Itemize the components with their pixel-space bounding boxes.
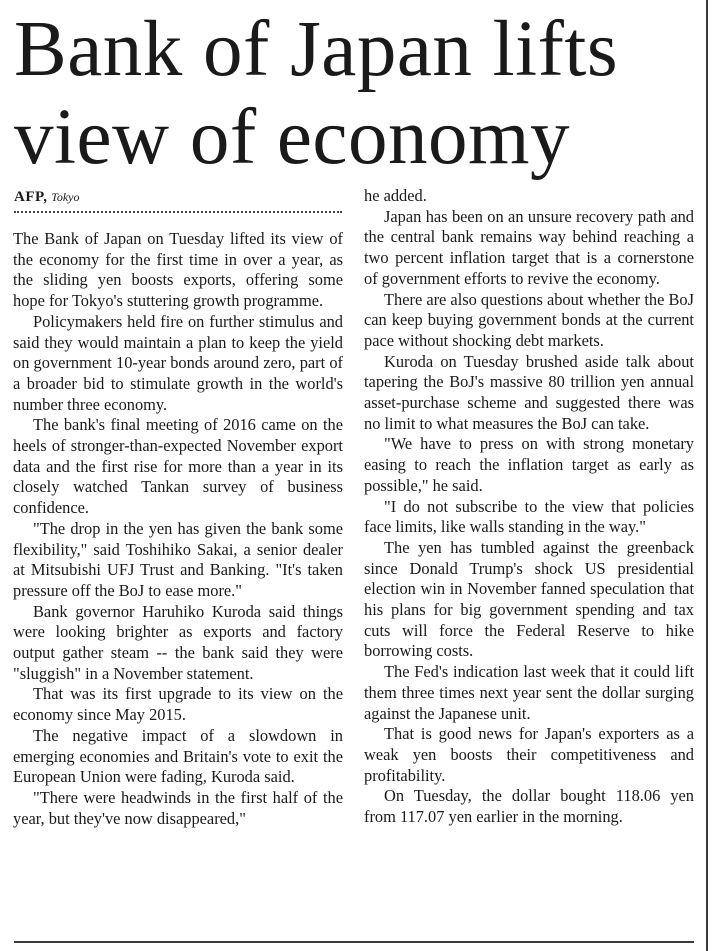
paragraph: The negative impact of a slowdown in emerging economies and Britain's vote to exit the European Union were fading, Kuroda said. (13, 725, 343, 787)
paragraph: Policymakers held fire on further stimulus and said they would maintain a plan to keep the yield on government 10-year bonds around zero, part of a broader bid to stimulate growth in the world's number three economy. (13, 311, 343, 414)
paragraph: That is good news for Japan's exporters as a weak yen boosts their competitiveness and profitability. (364, 724, 694, 785)
paragraph: Japan has been on an unsure recovery path and the central bank remains way behind reaching a two percent inflation target that is a cornerstone of government efforts to revive the economy. (364, 206, 694, 288)
paragraph: Bank governor Haruhiko Kuroda said things were looking brighter as exports and factory output gather steam -- the bank said they were "sluggish" in a November statement. (13, 601, 343, 683)
paragraph: "We have to press on with strong monetary easing to reach the inflation target as early as possible," he said. (364, 434, 694, 495)
column-rule-right (706, 0, 708, 951)
byline-agency: AFP, (14, 189, 48, 205)
article-column-right (364, 186, 694, 828)
paragraph: That was its first upgrade to its view on the economy since May 2015. (13, 684, 343, 725)
paragraph: The Bank of Japan on Tuesday lifted its view of the economy for the first time in over a year, as the sliding yen boosts exports, offering some hope for Tokyo's stuttering growth programme. (13, 229, 343, 311)
paragraph: The Fed's indication last week that it could lift them three times next year sent the dollar surging against the Japanese unit. (364, 662, 694, 723)
paragraph: Kuroda on Tuesday brushed aside talk about tapering the BoJ's massive 80 trillion yen annual asset-purchase scheme and suggested there was no limit to what measures the BoJ can take. (364, 351, 694, 433)
paragraph: "There were headwinds in the first half of the year, but they've now disappeared," (13, 787, 343, 828)
headline: Bank of Japan lifts view of economy (14, 6, 619, 181)
paragraph: "The drop in the yen has given the bank some flexibility," said Toshihiko Sakai, a senior dealer at Mitsubishi UFJ Trust and Banking. "It's taken pressure off the BoJ to ease more." (13, 518, 343, 600)
bottom-rule (14, 941, 694, 943)
byline-location: Tokyo (51, 190, 80, 204)
paragraph-continuation: he added. (364, 186, 427, 205)
paragraph: The yen has tumbled against the greenback since Donald Trump's shock US presidential election win in November fanned speculation that his plans for big government spending and tax cuts will force the Federal Reserve to hike borrowing costs. (364, 537, 694, 661)
paragraph: There are also questions about whether the BoJ can keep buying government bonds at the current pace without shocking debt markets. (364, 289, 694, 350)
paragraph: The bank's final meeting of 2016 came on the heels of stronger-than-expected November export data and the first rise for more than a year in its closely watched Tankan survey of business confidence. (13, 415, 343, 518)
byline (14, 188, 80, 206)
paragraph: On Tuesday, the dollar bought 118.06 yen from 117.07 yen earlier in the morning. (364, 786, 694, 827)
byline-separator (14, 211, 342, 213)
paragraph: "I do not subscribe to the view that policies face limits, like walls standing in the way." (364, 496, 694, 537)
article-column-left (13, 229, 343, 829)
